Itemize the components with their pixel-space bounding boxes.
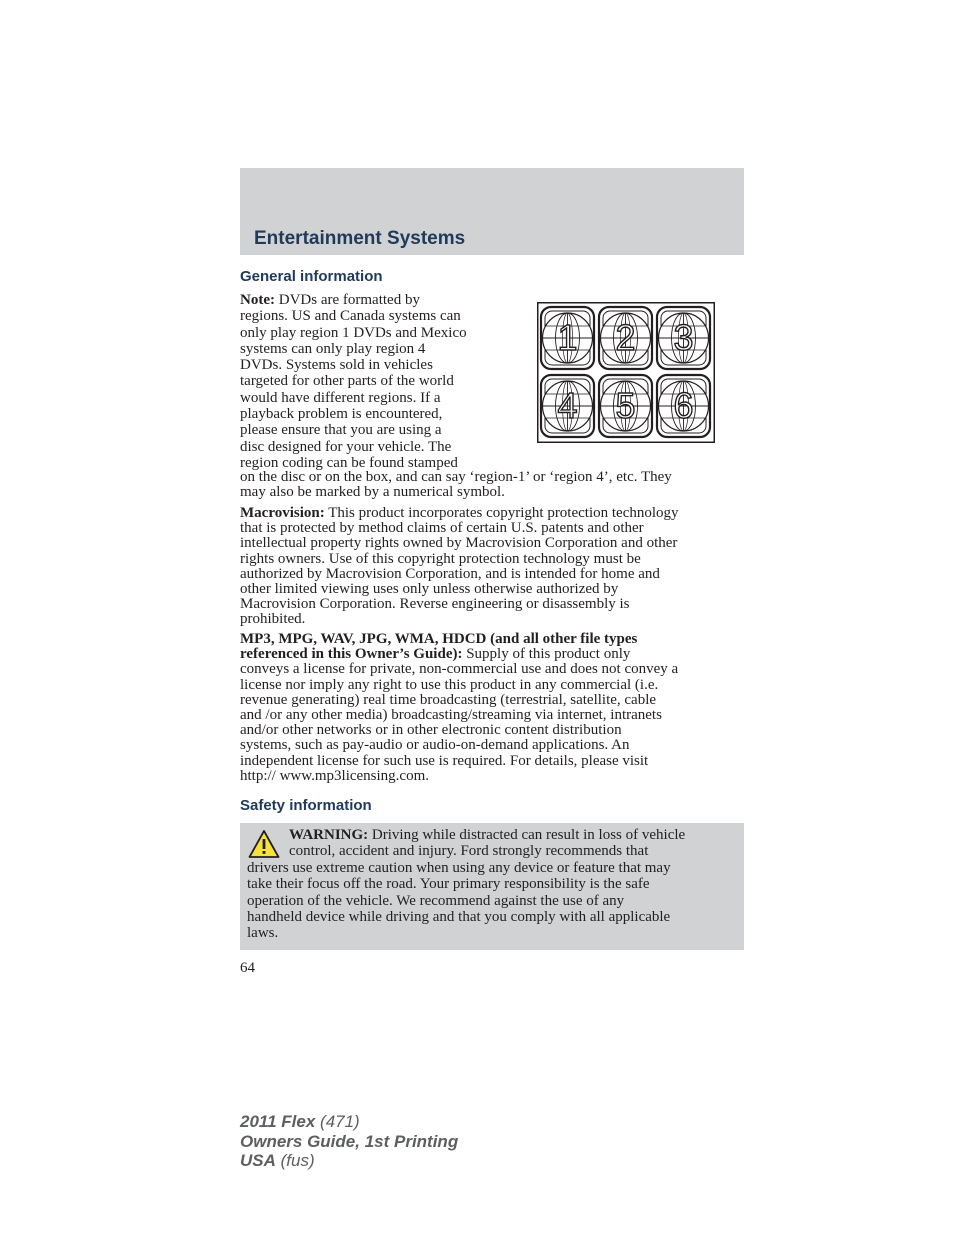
macrovision-line: that is protected by method claims of certain U.S. patents and other (240, 520, 644, 537)
note-line: only play region 1 DVDs and Mexico (240, 324, 467, 341)
mp3-label-line-2: referenced in this Owner’s Guide): (240, 646, 463, 663)
footer-line-region (240, 1151, 458, 1171)
mp3-line: systems, such as pay-audio or audio-on-demand applications. An (240, 737, 630, 754)
note-label: Note: (240, 292, 275, 308)
macrovision-line: rights owners. Use of this copyright protection technology must be (240, 550, 641, 567)
note-line: DVDs. Systems sold in vehicles (240, 357, 433, 374)
region-3-number: 3 (673, 317, 694, 358)
macrovision-line-0: Macrovision: This product incorporates copyright protection technology (240, 505, 679, 521)
mp3-line: and/or other networks or in other electronic content distribution (240, 722, 622, 739)
mp3-line: http:// www.mp3licensing.com. (240, 767, 430, 784)
region-2-number: 2 (615, 317, 636, 358)
region-1-icon (541, 307, 594, 369)
footer-model-code: (471) (320, 1112, 360, 1131)
warning-line: take their focus off the road. Your primary responsibility is the safe (247, 876, 650, 893)
note-paragraph (240, 292, 500, 471)
mp3-line: conveys a license for private, non-commercial use and does not convey a (240, 661, 679, 678)
footer-guide: Owners Guide, 1st Printing (240, 1131, 459, 1151)
region-6-icon (657, 375, 710, 437)
note-cont-line: on the disc or on the box, and can say ‘region-1’ or ‘region 4’, etc. They (240, 469, 672, 485)
note-line: playback problem is encountered, (240, 406, 443, 423)
warning-line: operation of the vehicle. We recommend against the use of any (247, 892, 625, 909)
mp3-label-line-1: MP3, MPG, WAV, JPG, WMA, HDCD (and all other file types (240, 631, 638, 647)
macrovision-line: other limited viewing uses only unless otherwise authorized by (240, 581, 619, 598)
footer-region-code: (fus) (280, 1151, 315, 1170)
note-line: systems can only play region 4 (240, 340, 426, 357)
mp3-line: revenue generating) real time broadcasting (terrestrial, satellite, cable (240, 691, 657, 708)
macrovision-line: prohibited. (240, 611, 306, 628)
region-5-icon (599, 375, 652, 437)
note-line-0: Note: DVDs are formatted by (240, 292, 420, 308)
macrovision-label: Macrovision: (240, 505, 325, 521)
warning-line-0: WARNING: Driving while distracted can result in loss of vehicle (289, 827, 686, 843)
note-line: disc designed for your vehicle. The (240, 438, 452, 455)
section-title: Entertainment Systems (254, 228, 466, 249)
dvd-region-icons-figure (537, 302, 715, 443)
warning-line: handheld device while driving and that you comply with all applicable (247, 909, 671, 926)
mp3-line-0: referenced in this Owner’s Guide): Supply of this product only (240, 646, 631, 663)
macrovision-line: intellectual property rights owned by Macrovision Corporation and other (240, 535, 678, 552)
region-6-number: 6 (673, 385, 694, 426)
warning-text (247, 827, 739, 942)
macrovision-line: authorized by Macrovision Corporation, and is intended for home and (240, 565, 660, 582)
region-3-icon (657, 307, 710, 369)
note-line: would have different regions. If a (240, 389, 441, 406)
region-1-number: 1 (557, 317, 578, 358)
warning-line: laws. (247, 925, 279, 942)
region-4-number: 4 (557, 385, 578, 426)
region-5-number: 5 (615, 385, 636, 426)
general-information-heading: General information (240, 268, 383, 285)
note-cont-line: may also be marked by a numerical symbol. (240, 484, 505, 501)
region-2-icon (599, 307, 652, 369)
footer-region: USA (240, 1151, 276, 1170)
footer-model: 2011 Flex (240, 1112, 316, 1131)
note-line: region coding can be found stamped (240, 454, 458, 471)
mp3-line: independent license for such use is required. For details, please visit (240, 752, 649, 769)
footer-print-info (240, 1112, 458, 1171)
safety-information-heading: Safety information (240, 797, 372, 814)
warning-line: drivers use extreme caution when using any device or feature that may (247, 859, 671, 876)
macrovision-paragraph (240, 506, 744, 628)
page-number: 64 (240, 960, 255, 976)
region-4-icon (541, 375, 594, 437)
note-line: please ensure that you are using a (240, 422, 442, 439)
warning-line: control, accident and injury. Ford strongly recommends that (289, 843, 649, 860)
mp3-license-paragraph (240, 632, 744, 784)
footer-line-model (240, 1112, 458, 1132)
note-line: targeted for other parts of the world (240, 373, 454, 390)
macrovision-line: Macrovision Corporation. Reverse engineering or disassembly is (240, 596, 630, 613)
warning-box (240, 823, 744, 950)
warning-label: WARNING: (289, 827, 369, 843)
note-continuation (240, 470, 744, 500)
mp3-line: license nor imply any right to use this product in any commercial (i.e. (240, 676, 659, 693)
mp3-line: and /or any other media) broadcasting/streaming via internet, intranets (240, 707, 662, 724)
note-line: regions. US and Canada systems can (240, 308, 461, 325)
